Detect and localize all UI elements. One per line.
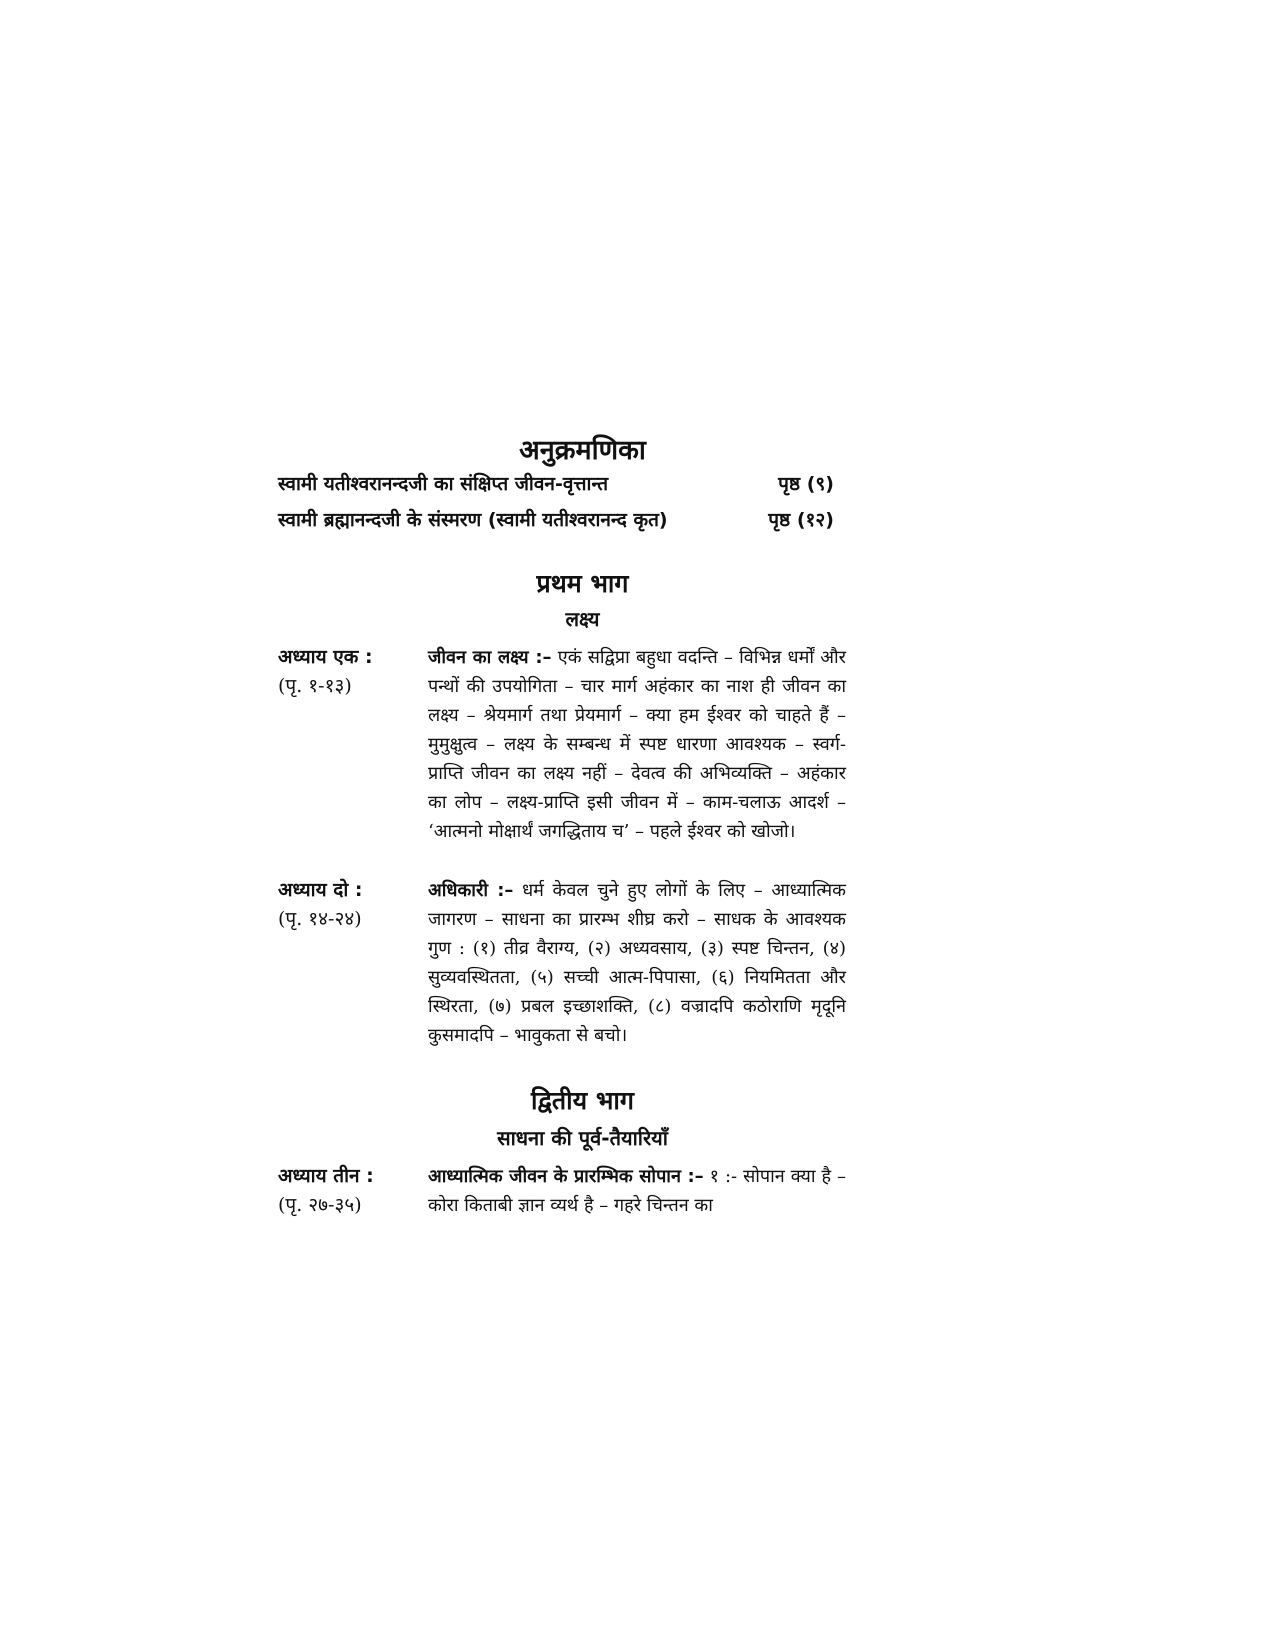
chapter-body <box>428 1162 846 1220</box>
part-heading: द्वितीय भाग <box>531 1086 634 1115</box>
chapter-number: अध्याय दो : <box>278 879 363 901</box>
chapter-label <box>278 876 418 934</box>
chapter-pages: (पृ. २७-३५) <box>278 1194 362 1216</box>
front-matter-entry <box>278 508 834 532</box>
chapter-summary: धर्म केवल चुने हुए लोगों के लिए – आध्यात्मिक जागरण – साधना का प्रारम्भ शीघ्र करो – साधक के आवश्यक गुण : (१) तीव्र वैराग्य, (२) अध्यवसाय, (३) स्पष्ट चिन्तन, (४) सुव्यवस्थितता, (५) सच्ची आत्म-पिपासा, (६) नियमितता और स्थिरता, (७) प्रबल इच्छाशक्ति, (८) वज्रादपि कठोराणि मृदूनि कुसमादपि – भावुकता से बचो। <box>428 880 846 1046</box>
chapter-number: अध्याय एक : <box>278 646 373 668</box>
chapter-summary: १ :- सोपान क्या है – कोरा किताबी ज्ञान व्यर्थ है – गहरे चिन्तन का <box>428 1166 846 1216</box>
chapter-number: अध्याय तीन : <box>278 1165 374 1187</box>
part-subheading: लक्ष्य <box>565 607 600 631</box>
chapter-body <box>428 876 846 1050</box>
front-matter-page: पृष्ठ (९) <box>778 473 834 495</box>
toc-title: अनुक्रमणिका <box>519 435 646 466</box>
chapter-title: अधिकारी :– <box>428 880 514 901</box>
chapter-title: जीवन का लक्ष्य :– <box>428 647 552 668</box>
chapter-summary: एकं सद्विप्रा बहुधा वदन्ति – विभिन्न धर्मों और पन्थों की उपयोगिता – चार मार्ग अहंकार का नाश ही जीवन का लक्ष्य – श्रेयमार्ग तथा प्रेयमार्ग – क्या हम ईश्वर को चाहते हैं – मुमुक्षुत्व – लक्ष्य के सम्बन्ध में स्पष्ट धारणा आवश्यक – स्वर्ग-प्राप्ति जीवन का लक्ष्य नहीं – देवत्व की अभिव्यक्ति – अहंकार का लोप – लक्ष्य-प्राप्ति इसी जीवन में – काम-चलाऊ आदर्श – ‘आत्मनो मोक्षार्थं जगद्धिताय च’ – पहले ईश्वर को खोजो। <box>428 647 846 842</box>
chapter-pages: (पृ. १४-२४) <box>278 908 362 930</box>
chapter-title: आध्यात्मिक जीवन के प्रारम्भिक सोपान :– <box>428 1166 704 1187</box>
chapter-label <box>278 643 418 701</box>
front-matter-title: स्वामी ब्रह्मानन्दजी के संस्मरण (स्वामी यतीश्वरानन्द कृत) <box>278 509 668 531</box>
chapter-pages: (पृ. १-१३) <box>278 675 352 697</box>
part-heading: प्रथम भाग <box>536 569 629 598</box>
chapter-body <box>428 643 846 846</box>
front-matter-title: स्वामी यतीश्वरानन्दजी का संक्षिप्त जीवन-वृत्तान्त <box>278 473 609 495</box>
front-matter-page: पृष्ठ (१२) <box>768 509 834 531</box>
front-matter-entry <box>278 472 834 496</box>
chapter-label <box>278 1162 418 1220</box>
part-subheading: साधना की पूर्व-तैयारियाँ <box>497 1126 668 1150</box>
